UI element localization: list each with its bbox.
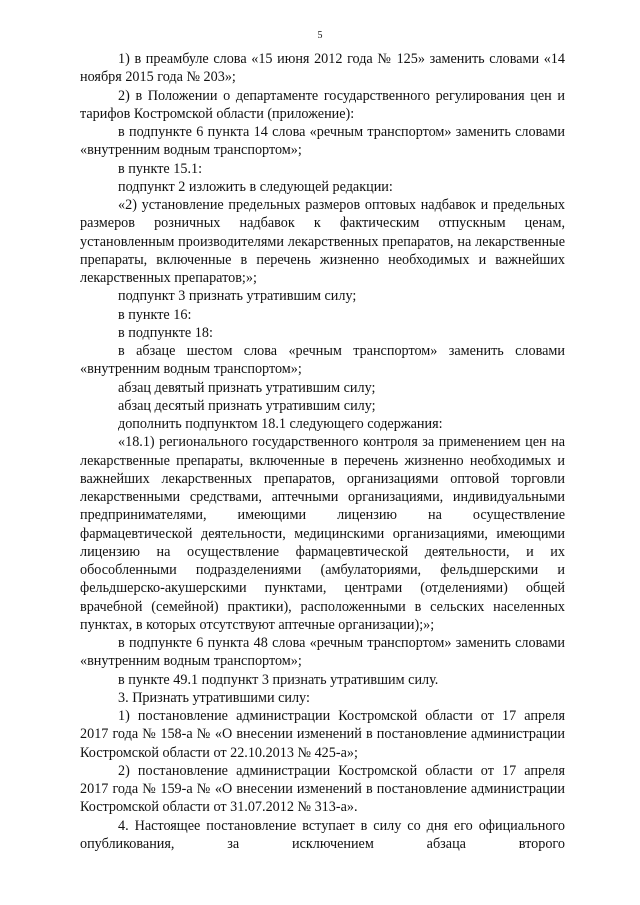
- paragraph-subpoint-6-point-48: в подпункте 6 пункта 48 слова «речным транспортом» заменить словами «внутренним водным транспортом»;: [80, 635, 565, 670]
- paragraph-ninth-clause-void: абзац девятый признать утратившим силу;: [118, 379, 376, 396]
- paragraph-point-49-1: в пункте 49.1 подпункт 3 признать утратившим силу.: [118, 671, 439, 688]
- paragraph-point-16: в пункте 16:: [118, 306, 192, 323]
- paragraph-section-3-heading: 3. Признать утратившими силу:: [118, 689, 310, 706]
- paragraph-resolution-159a: 2) постановление администрации Костромской области от 17 апреля 2017 года № 159-а № «О внесении изменений в постановление администрации Костромской области от 31.07.2012 № 313-а».: [80, 762, 565, 816]
- paragraph-subpoint-2-text: «2) установление предельных размеров оптовых надбавок и предельных размеров розничных надбавок к фактическим отпускным ценам, установленным производителями лекарственных препаратов, на лекарственные препараты, включенные в перечень жизненно необходимых и важнейших лекарственных препаратов;»;: [80, 197, 565, 286]
- paragraph-tenth-clause-void: абзац десятый признать утратившим силу;: [118, 397, 376, 414]
- paragraph-sixth-clause-change: в абзаце шестом слова «речным транспортом» заменить словами «внутренним водным транспортом»;: [80, 343, 565, 378]
- paragraph-subpoint-18-1-text: «18.1) регионального государственного контроля за применением цен на лекарственные препараты, включенные в перечень жизненно необходимых и важнейших лекарственных препаратов, организациями оптовой торговли лекарственными средствами, аптечными организациями, индивидуальными предпринимателями, имеющими лицензию на осуществление фармацевтической деятельности, медицинскими организациями, имеющими лицензию на осуществление фармацевтической деятельности, и их обособленными подразделениями (амбулаториями, фельдшерскими и фельдшерско-акушерскими пунктами, центрами (отделениями) общей врачебной (семейной) практики), расположенными в сельских населенных пунктах, в которых отсутствуют аптечные организации);»;: [80, 434, 565, 633]
- paragraph-subpoint-18: в подпункте 18:: [118, 324, 213, 341]
- paragraph-point-15-1: в пункте 15.1:: [118, 160, 203, 177]
- document-body: [80, 50, 565, 853]
- paragraph-add-subpoint-18-1: дополнить подпунктом 18.1 следующего содержания:: [118, 416, 443, 432]
- paragraph-subpoint-6-point-14: в подпункте 6 пункта 14 слова «речным транспортом» заменить словами «внутренним водным транспортом»;: [80, 124, 565, 159]
- paragraph-section-4-effective: 4. Настоящее постановление вступает в силу со дня его официального опубликования, за исключением абзаца второго: [80, 817, 565, 852]
- paragraph-subpoint-2-new-edition: подпункт 2 изложить в следующей редакции:: [118, 178, 393, 195]
- paragraph-subpoint-3-void: подпункт 3 признать утратившим силу;: [118, 288, 357, 305]
- page-number: 5: [317, 30, 323, 41]
- paragraph-regulation-change: 2) в Положении о департаменте государственного регулирования цен и тарифов Костромской области (приложение):: [80, 87, 565, 122]
- paragraph-preamble-change: 1) в преамбуле слова «15 июня 2012 года № 125» заменить словами «14 ноября 2015 года № 203»;: [80, 51, 565, 86]
- paragraph-resolution-158a: 1) постановление администрации Костромской области от 17 апреля 2017 года № 158-а № «О внесении изменений в постановление администрации Костромской области от 22.10.2013 № 425-а»;: [80, 708, 565, 761]
